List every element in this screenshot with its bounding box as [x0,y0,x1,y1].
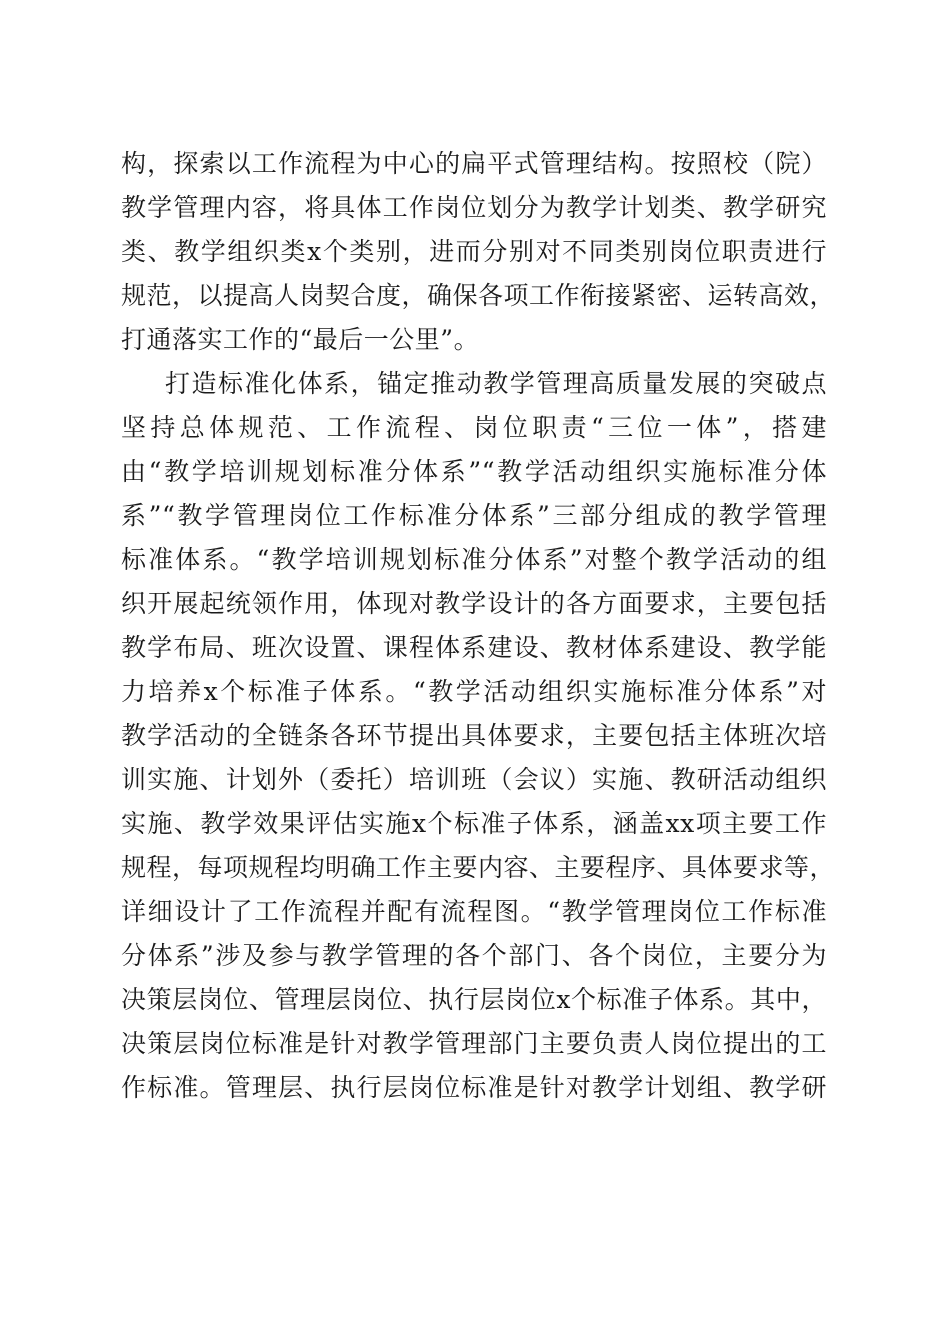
text-line: 规程，每项规程均明确工作主要内容、主要程序、具体要求等， [121,853,836,882]
text-line: 织开展起统领作用，体现对教学设计的各方面要求，主要包括 [121,589,827,618]
body-text [121,142,836,1110]
paragraph-2 [121,362,836,1110]
text-line: 详细设计了工作流程并配有流程图。“教学管理岗位工作标准 [121,897,827,926]
text-line: 打通落实工作的“最后一公里”。 [121,325,480,354]
text-line: 教学布局、班次设置、课程体系建设、教材体系建设、教学能 [121,633,827,662]
text-line: 力培养x个标准子体系。“教学活动组织实施标准分体系”对 [121,677,827,706]
text-line: 分体系”涉及参与教学管理的各个部门、各个岗位，主要分为 [121,941,827,970]
text-line: 训实施、计划外（委托）培训班（会议）实施、教研活动组织 [121,765,827,794]
text-line: 打造标准化体系，锚定推动教学管理高质量发展的突破点 [165,369,827,398]
text-line: 规范，以提高人岗契合度，确保各项工作衔接紧密、运转高效， [121,281,836,310]
text-line: 类、教学组织类x个类别，进而分别对不同类别岗位职责进行 [121,237,827,266]
text-line: 决策层岗位、管理层岗位、执行层岗位x个标准子体系。其中， [121,985,827,1014]
text-line: 构，探索以工作流程为中心的扁平式管理结构。按照校（院） [121,149,827,178]
text-line: 教学管理内容，将具体工作岗位划分为教学计划类、教学研究 [121,193,827,222]
text-line: 标准体系。“教学培训规划标准分体系”对整个教学活动的组 [121,545,827,574]
text-line: 坚持总体规范、工作流程、岗位职责“三位一体”，搭建 [121,413,827,442]
text-line: 系”“教学管理岗位工作标准分体系”三部分组成的教学管理 [121,501,827,530]
paragraph-1 [121,142,836,362]
text-line: 决策层岗位标准是针对教学管理部门主要负责人岗位提出的工 [121,1029,827,1058]
text-line: 实施、教学效果评估实施x个标准子体系，涵盖xx项主要工作 [121,809,827,838]
text-line: 教学活动的全链条各环节提出具体要求，主要包括主体班次培 [121,721,827,750]
text-line: 由“教学培训规划标准分体系”“教学活动组织实施标准分体 [121,457,827,486]
text-line: 作标准。管理层、执行层岗位标准是针对教学计划组、教学研 [121,1073,827,1102]
